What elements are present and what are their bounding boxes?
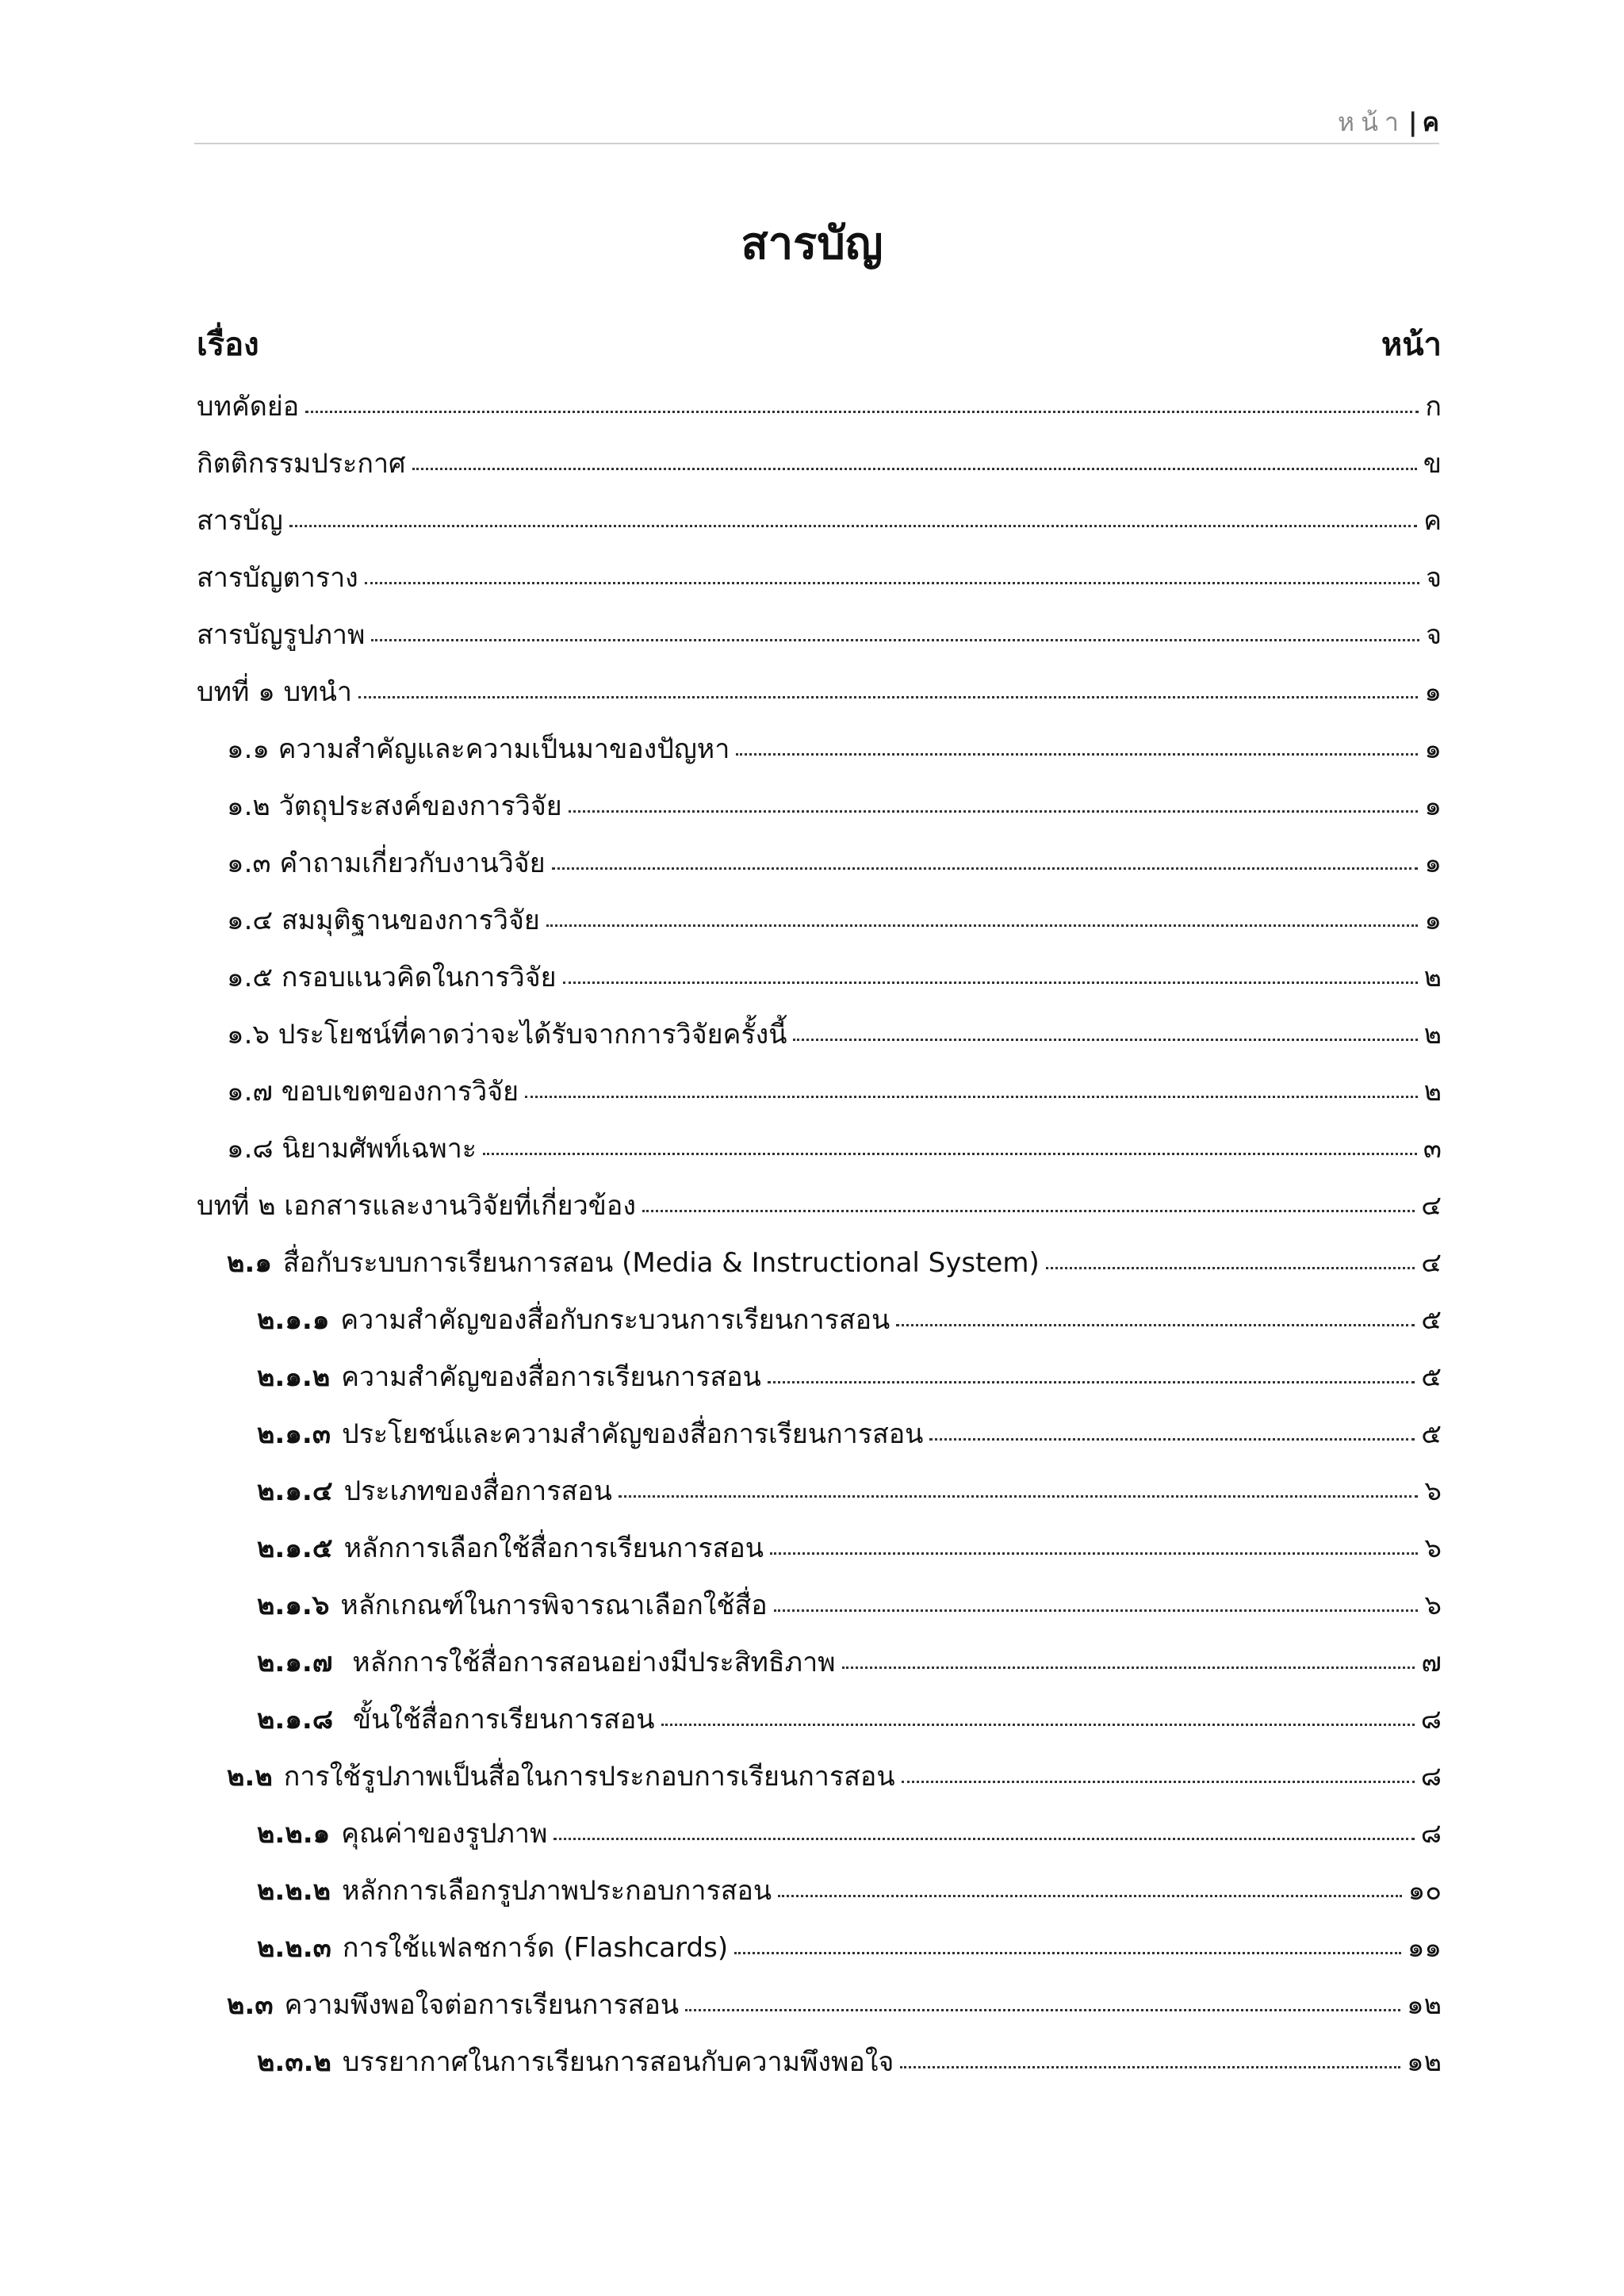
toc-entry-title: ความสำคัญของสื่อกับกระบวนการเรียนการสอน bbox=[340, 1304, 891, 1336]
toc-entry bbox=[197, 1690, 1442, 1747]
toc-entry-title: ๑.๗ ขอบเขตของการวิจัย bbox=[227, 1076, 519, 1108]
toc-entry-number: ๒.๑.๔ bbox=[257, 1475, 333, 1507]
toc-entry-title: กิตติกรรมประกาศ bbox=[197, 448, 406, 480]
dot-leader bbox=[552, 867, 1419, 870]
dot-leader bbox=[553, 1838, 1414, 1840]
toc-entry bbox=[197, 377, 1442, 434]
toc-entry-title: ๑.๘ นิยามศัพท์เฉพาะ bbox=[227, 1133, 477, 1165]
toc-entry-page: ๗ bbox=[1421, 1647, 1442, 1678]
toc-entry-number: ๒.๑.๘ bbox=[257, 1704, 334, 1735]
toc-entry-label bbox=[227, 955, 557, 998]
toc-entry-number: ๒.๑.๗ bbox=[257, 1647, 333, 1678]
toc-entry bbox=[197, 1519, 1442, 1576]
table-of-contents bbox=[197, 377, 1442, 2090]
dot-leader bbox=[902, 1781, 1415, 1783]
toc-entry-number: ๒.๒.๓ bbox=[257, 1932, 331, 1964]
toc-entry-number: ๒.๓ bbox=[227, 1989, 274, 2021]
toc-entry-page: จ bbox=[1426, 562, 1442, 594]
page-label: หน้า bbox=[1337, 106, 1405, 137]
toc-entry-label bbox=[227, 898, 540, 941]
toc-entry-page: ข bbox=[1423, 448, 1442, 480]
dot-leader bbox=[412, 468, 1417, 470]
toc-entry-page: ค bbox=[1423, 505, 1442, 537]
toc-entry-title: การใช้รูปภาพเป็นสื่อในการประกอบการเรียนการสอน bbox=[283, 1761, 895, 1793]
toc-entry-title: หลักเกณฑ์ในการพิจารณาเลือกใช้สื่อ bbox=[340, 1590, 768, 1621]
toc-entry-number: ๒.๑.๑ bbox=[257, 1304, 330, 1336]
dot-leader bbox=[896, 1324, 1415, 1326]
toc-entry-title: คุณค่าของรูปภาพ bbox=[341, 1818, 548, 1850]
toc-entry-page: ๕ bbox=[1421, 1304, 1442, 1336]
dot-leader bbox=[778, 1895, 1402, 1897]
toc-entry-title: ความพึงพอใจต่อการเรียนการสอน bbox=[284, 1989, 680, 2021]
toc-entry bbox=[197, 1747, 1442, 1804]
toc-entry-label bbox=[257, 1355, 761, 1398]
dot-leader bbox=[358, 696, 1418, 698]
toc-entry-title: บรรยากาศในการเรียนการสอนกับความพึงพอใจ bbox=[342, 2046, 894, 2078]
toc-entry-page: ๑ bbox=[1424, 790, 1442, 822]
toc-entry bbox=[197, 1462, 1442, 1519]
toc-entry-label bbox=[257, 1812, 547, 1854]
toc-entry-title: สื่อกับระบบการเรียนการสอน (Media & Instructional System) bbox=[282, 1247, 1040, 1279]
toc-entry-page: ๖ bbox=[1424, 1590, 1442, 1621]
dot-leader bbox=[842, 1667, 1415, 1669]
toc-entry bbox=[197, 834, 1442, 891]
toc-entry-label bbox=[197, 1184, 636, 1226]
toc-entry-page: ๖ bbox=[1424, 1475, 1442, 1507]
dot-leader bbox=[483, 1153, 1417, 1155]
toc-entry-title: ความสำคัญของสื่อการเรียนการสอน bbox=[341, 1361, 761, 1393]
toc-entry-label bbox=[197, 556, 358, 599]
toc-entry-page: ๕ bbox=[1421, 1361, 1442, 1393]
toc-entry-title: ๑.๖ ประโยชน์ที่คาดว่าจะได้รับจากการวิจัยครั้งนี้ bbox=[227, 1019, 787, 1050]
toc-entry-title: ๑.๓ คำถามเกี่ยวกับงานวิจัย bbox=[227, 848, 546, 879]
toc-entry-title: ๑.๒ วัตถุประสงค์ของการวิจัย bbox=[227, 790, 562, 822]
toc-entry bbox=[197, 948, 1442, 1005]
toc-entry bbox=[197, 1348, 1442, 1405]
toc-entry-page: ก bbox=[1425, 391, 1442, 423]
toc-entry bbox=[197, 1291, 1442, 1348]
dot-leader bbox=[371, 639, 1419, 641]
dot-leader bbox=[563, 982, 1418, 984]
toc-entry-page: ๒ bbox=[1423, 1019, 1442, 1050]
toc-entry bbox=[197, 1976, 1442, 2033]
toc-entry bbox=[197, 1862, 1442, 1919]
toc-entry bbox=[197, 1405, 1442, 1462]
dot-leader bbox=[1046, 1267, 1415, 1269]
toc-entry-label bbox=[257, 1697, 655, 1740]
toc-entry-number: ๒.๑.๖ bbox=[257, 1590, 330, 1621]
toc-entry-page: ๘ bbox=[1420, 1704, 1442, 1735]
page-header bbox=[194, 101, 1439, 144]
toc-entry-title: หลักการเลือกรูปภาพประกอบการสอน bbox=[342, 1875, 772, 1907]
toc-entry-page: ๒ bbox=[1423, 1076, 1442, 1108]
toc-entry-number: ๒.๓.๒ bbox=[257, 2046, 331, 2078]
toc-entry-page: ๑๐ bbox=[1408, 1875, 1442, 1907]
dot-leader bbox=[734, 1952, 1401, 1954]
dot-leader bbox=[929, 1438, 1415, 1441]
toc-entry-page: ๑๑ bbox=[1407, 1932, 1442, 1964]
toc-entry-label bbox=[227, 1241, 1040, 1284]
toc-entry-label bbox=[227, 1070, 519, 1112]
dot-leader bbox=[900, 2066, 1400, 2068]
toc-entry-title: ขั้นใช้สื่อการเรียนการสอน bbox=[344, 1704, 655, 1735]
toc-entry-label bbox=[197, 385, 299, 427]
toc-entry-label bbox=[197, 613, 365, 656]
toc-entry-number: ๒.๑.๓ bbox=[257, 1418, 331, 1450]
toc-entry-label bbox=[227, 1755, 895, 1797]
dot-leader bbox=[685, 2009, 1400, 2011]
toc-entry-page: จ bbox=[1426, 619, 1442, 651]
toc-entry-label bbox=[257, 1640, 836, 1683]
toc-entry bbox=[197, 1633, 1442, 1690]
toc-entry-page: ๑ bbox=[1424, 676, 1442, 708]
toc-entry-page: ๑ bbox=[1424, 848, 1442, 879]
toc-entry-title: หลักการเลือกใช้สื่อการเรียนการสอน bbox=[343, 1533, 764, 1564]
toc-entry-label bbox=[197, 442, 406, 484]
toc-entry-title: สารบัญ bbox=[197, 505, 283, 537]
dot-leader bbox=[305, 411, 1419, 413]
toc-entry-page: ๑๒ bbox=[1407, 2046, 1442, 2078]
toc-entry-number: ๒.๑.๕ bbox=[257, 1533, 333, 1564]
toc-entry bbox=[197, 2033, 1442, 2090]
toc-entry bbox=[197, 891, 1442, 948]
dot-leader bbox=[642, 1210, 1415, 1212]
toc-entry-label bbox=[257, 2040, 894, 2083]
dot-leader bbox=[365, 582, 1419, 584]
dot-leader bbox=[525, 1096, 1417, 1098]
toc-entry bbox=[197, 549, 1442, 606]
toc-entry-label bbox=[257, 1926, 728, 1969]
toc-entry bbox=[197, 606, 1442, 663]
toc-entry-page: ๒ bbox=[1423, 962, 1442, 993]
toc-entry-title: บทที่ ๒ เอกสารและงานวิจัยที่เกี่ยวข้อง bbox=[197, 1190, 636, 1222]
toc-entry bbox=[197, 1576, 1442, 1633]
dot-leader bbox=[768, 1381, 1415, 1383]
dot-leader bbox=[770, 1552, 1418, 1555]
toc-entry-label bbox=[227, 1127, 477, 1169]
toc-entry bbox=[197, 1119, 1442, 1177]
toc-entry-label bbox=[257, 1469, 612, 1512]
toc-entry bbox=[197, 1804, 1442, 1862]
dot-leader bbox=[793, 1039, 1417, 1041]
toc-entry-label bbox=[257, 1583, 768, 1626]
document-title: สารบัญ bbox=[741, 218, 883, 270]
toc-entry-label bbox=[227, 1012, 787, 1055]
toc-entry-label bbox=[257, 1412, 923, 1455]
toc-entry-title: บทคัดย่อ bbox=[197, 391, 300, 423]
toc-entry-title: การใช้แฟลชการ์ด (Flashcards) bbox=[342, 1932, 729, 1964]
toc-entry bbox=[197, 777, 1442, 834]
toc-entry-page: ๘ bbox=[1420, 1761, 1442, 1793]
toc-entry-label bbox=[227, 841, 546, 884]
toc-entry-title: ๑.๔ สมมุติฐานของการวิจัย bbox=[227, 905, 540, 936]
toc-entry-page: ๕ bbox=[1421, 1418, 1442, 1450]
toc-entry-page: ๔ bbox=[1421, 1247, 1442, 1279]
toc-entry-title: สารบัญรูปภาพ bbox=[197, 619, 366, 651]
dot-leader bbox=[569, 810, 1419, 813]
toc-entry bbox=[197, 1177, 1442, 1234]
toc-entry-number: ๒.๒ bbox=[227, 1761, 273, 1793]
toc-entry-title: ๑.๑ ความสำคัญและความเป็นมาของปัญหา bbox=[227, 733, 730, 765]
subject-column-header: เรื่อง bbox=[197, 327, 259, 363]
dot-leader bbox=[619, 1495, 1419, 1498]
dot-leader bbox=[289, 525, 1418, 527]
header-separator: | bbox=[1408, 107, 1418, 137]
dot-leader bbox=[736, 753, 1418, 756]
dot-leader bbox=[546, 924, 1419, 927]
toc-entry bbox=[197, 720, 1442, 777]
toc-column-headers bbox=[197, 319, 1442, 369]
toc-entry-number: ๒.๒.๒ bbox=[257, 1875, 331, 1907]
toc-entry-label bbox=[257, 1526, 764, 1569]
toc-entry-label bbox=[257, 1869, 772, 1911]
toc-entry-title: ๑.๕ กรอบแนวคิดในการวิจัย bbox=[227, 962, 557, 993]
dot-leader bbox=[774, 1609, 1419, 1612]
toc-entry bbox=[197, 1005, 1442, 1062]
toc-entry-title: บทที่ ๑ บทนำ bbox=[197, 676, 352, 708]
toc-entry-label bbox=[227, 784, 562, 827]
page-number: ค bbox=[1422, 106, 1439, 137]
toc-entry bbox=[197, 492, 1442, 549]
toc-entry-label bbox=[197, 499, 283, 541]
dot-leader bbox=[661, 1724, 1415, 1726]
toc-entry-page: ๑๒ bbox=[1407, 1989, 1442, 2021]
toc-entry-page: ๑ bbox=[1424, 905, 1442, 936]
toc-entry-title: หลักการใช้สื่อการสอนอย่างมีประสิทธิภาพ bbox=[343, 1647, 836, 1678]
toc-entry-title: ประเภทของสื่อการสอน bbox=[343, 1475, 612, 1507]
toc-entry bbox=[197, 1234, 1442, 1291]
toc-entry-number: ๒.๒.๑ bbox=[257, 1818, 331, 1850]
toc-entry-page: ๘ bbox=[1420, 1818, 1442, 1850]
toc-entry-number: ๒.๑.๒ bbox=[257, 1361, 331, 1393]
toc-entry-page: ๖ bbox=[1424, 1533, 1442, 1564]
toc-entry-label bbox=[227, 727, 730, 770]
toc-entry bbox=[197, 434, 1442, 492]
page-column-header: หน้า bbox=[1381, 327, 1442, 363]
toc-entry-page: ๑ bbox=[1424, 733, 1442, 765]
toc-entry-label bbox=[257, 1298, 890, 1341]
toc-entry bbox=[197, 663, 1442, 720]
toc-entry bbox=[197, 1062, 1442, 1119]
toc-entry-title: สารบัญตาราง bbox=[197, 562, 358, 594]
toc-entry-label bbox=[227, 1983, 679, 2026]
toc-entry-page: ๔ bbox=[1421, 1190, 1442, 1222]
toc-entry-page: ๓ bbox=[1423, 1133, 1442, 1165]
toc-entry-number: ๒.๑ bbox=[227, 1247, 272, 1279]
toc-entry-title: ประโยชน์และความสำคัญของสื่อการเรียนการสอน bbox=[342, 1418, 924, 1450]
toc-entry-label bbox=[197, 670, 352, 713]
toc-entry bbox=[197, 1919, 1442, 1976]
